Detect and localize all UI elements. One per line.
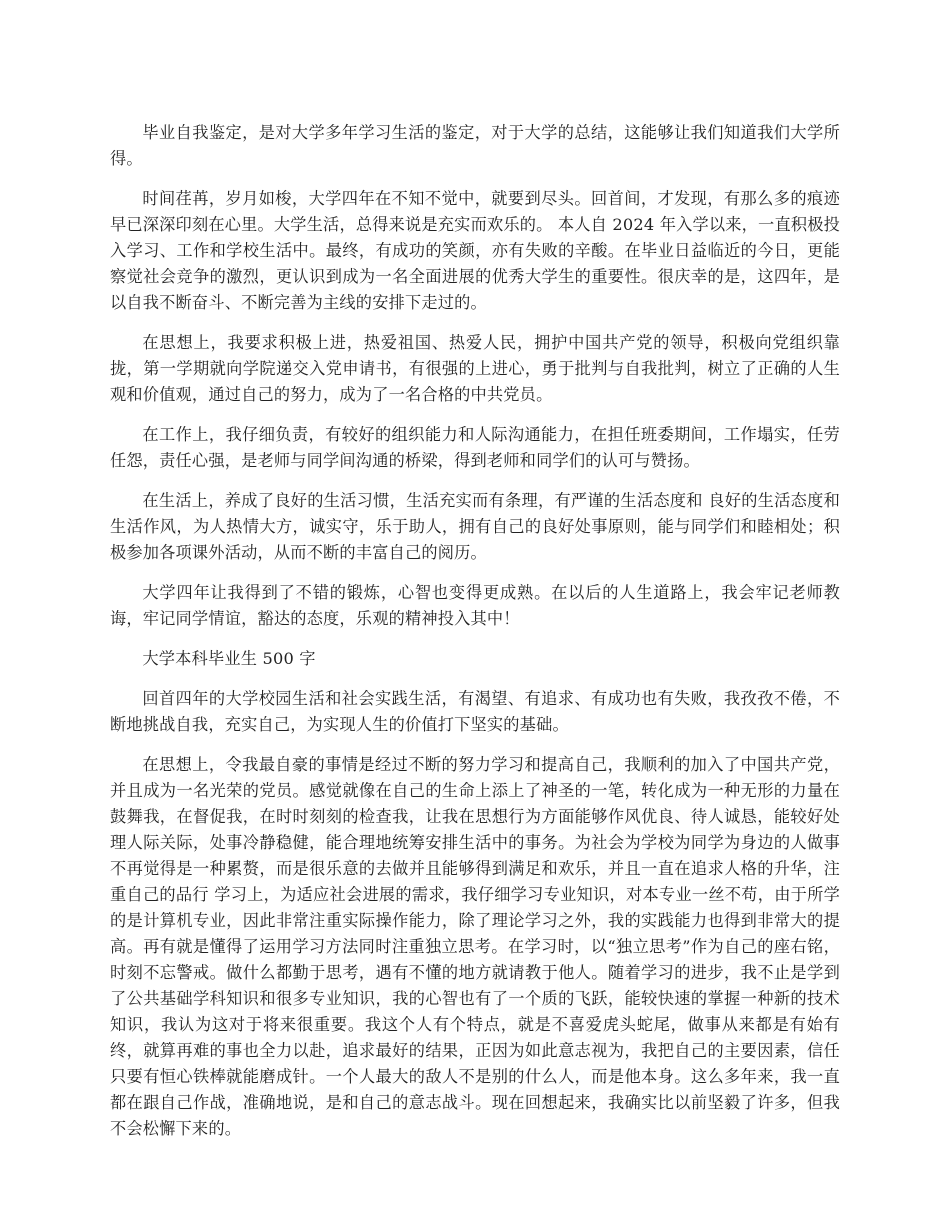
paragraph-conclusion: 大学四年让我得到了不错的锻炼，心智也变得更成熟。在以后的人生道路上，我会牢记老师教诲，牢记同学情谊，豁达的态度，乐观的精神投入其中！ bbox=[110, 583, 840, 628]
document-page bbox=[110, 120, 840, 1156]
paragraph-review: 回首四年的大学校园生活和社会实践生活，有渴望、有追求、有成功也有失败，我孜孜不倦，不断地挑战自我，充实自己，为实现人生的价值打下坚实的基础。 bbox=[110, 689, 840, 734]
paragraph-work: 在工作上，我仔细负责，有较好的组织能力和人际沟通能力，在担任班委期间，工作塌实，任劳任怨，责任心强，是老师与同学间沟通的桥梁，得到老师和同学们的认可与赞扬。 bbox=[110, 425, 840, 470]
paragraph-intro: 毕业自我鉴定，是对大学多年学习生活的鉴定，对于大学的总结，这能够让我们知道我们大学所得。 bbox=[110, 123, 840, 168]
paragraph-overview: 时间荏苒，岁月如梭，大学四年在不知不觉中，就要到尽头。回首间，才发现，有那么多的痕迹早已深深印刻在心里。大学生活，总得来说是充实而欢乐的。 本人自 2024 年入学以来，一直积极投入学习、工作和学校生活中。最终，有成功的笑颜，亦有失败的辛酸。在毕业日益临近的今日，更能察觉社会竞争的激烈，更认识到成为一名全面进展的优秀大学生的重要性。很庆幸的是，这四年，是以自我不断奋斗、不断完善为主线的安排下走过的。 bbox=[110, 189, 840, 312]
section-heading: 大学本科毕业生 500 字 bbox=[142, 649, 316, 668]
paragraph-life: 在生活上，养成了良好的生活习惯，生活充实而有条理，有严谨的生活态度和 良好的生活态度和生活作风，为人热情大方，诚实守，乐于助人，拥有自己的良好处事原则，能与同学们和睦相处；积极参加各项课外活动，从而不断的丰富自己的阅历。 bbox=[110, 491, 840, 562]
paragraph-ideology-study: 在思想上，令我最自豪的事情是经过不断的努力学习和提高自己，我顺利的加入了中国共产党，并且成为一名光荣的党员。感觉就像在自己的生命上添上了神圣的一笔，转化成为一种无形的力量在鼓舞我，在督促我，在时时刻刻的检查我，让我在思想行为方面能够作风优良、待人诚恳，能较好处理人际关际，处事冷静稳健，能合理地统筹安排生活中的事务。为社会为学校为同学为身边的人做事不再觉得是一种累赘，而是很乐意的去做并且能够得到满足和欢乐，并且一直在追求人格的升华，注重自己的品行 学习上，为适应社会进展的需求，我仔细学习专业知识，对本专业一丝不苟，由于所学的是计算机专业，因此非常注重实际操作能力，除了理论学习之外，我的实践能力也得到非常大的提高。再有就是懂得了运用学习方法同时注重独立思考。在学习时，以“独立思考”作为自己的座右铭，时刻不忘警戒。做什么都勤于思考，遇有不懂的地方就请教于他人。随着学习的进步，我不止是学到了公共基础学科知识和很多专业知识，我的心智也有了一个质的飞跃，能较快速的掌握一种新的技术知识，我认为这对于将来很重要。我这个人有个特点，就是不喜爱虎头蛇尾，做事从来都是有始有终，就算再难的事也全力以赴，追求最好的结果，正因为如此意志视为，我把自己的主要因素，信任只要有恒心铁棒就能磨成针。一个人最大的敌人不是别的什么人，而是他本身。这么多年来，我一直都在跟自己作战，准确地说，是和自己的意志战斗。现在回想起来，我确实比以前坚毅了许多，但我不会松懈下来的。 bbox=[110, 755, 840, 1138]
paragraph-ideology: 在思想上，我要求积极上进，热爱祖国、热爱人民，拥护中国共产党的领导，积极向党组织靠拢，第一学期就向学院递交入党申请书，有很强的上进心，勇于批判与自我批判，树立了正确的人生观和价值观，通过自己的努力，成为了一名合格的中共党员。 bbox=[110, 333, 840, 404]
